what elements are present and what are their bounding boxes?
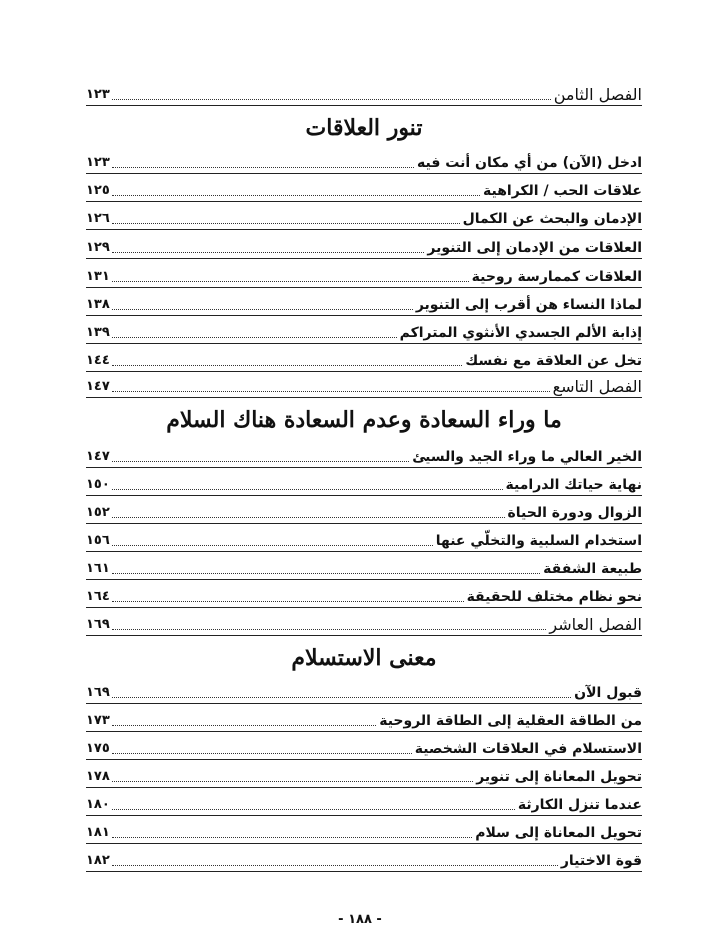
toc-entry (86, 528, 642, 552)
dot-leader (112, 697, 571, 698)
toc-entry (86, 500, 642, 524)
page-number: ١٦٤ (86, 589, 110, 604)
dot-leader (112, 252, 425, 253)
dot-leader (112, 517, 505, 518)
dot-leader (112, 865, 558, 866)
page-number: ١٥٢ (86, 505, 110, 520)
dot-leader (112, 391, 550, 392)
toc-entry (86, 736, 642, 760)
entry-label: ادخل (الآن) من أي مكان أنت فيه (417, 155, 642, 171)
page-number: ١٤٧ (86, 379, 110, 394)
dot-leader (112, 365, 463, 366)
chapter-row (86, 612, 642, 636)
dot-leader (112, 837, 472, 838)
chapter-row (86, 374, 642, 398)
entry-label: تحويل المعاناة إلى سلام (475, 825, 642, 841)
entry-label: نحو نظام مختلف للحقيقة (466, 589, 642, 605)
dot-leader (112, 753, 412, 754)
chapter-label: الفصل التاسع (552, 377, 642, 396)
entry-label: تحويل المعاناة إلى تنوير (476, 769, 642, 785)
toc-entry (86, 178, 642, 202)
dot-leader (112, 281, 469, 282)
dot-leader (112, 309, 413, 310)
dot-leader (112, 223, 460, 224)
toc-entry (86, 680, 642, 704)
dot-leader (112, 809, 515, 810)
toc-entry (86, 764, 642, 788)
entry-label: علاقات الحب / الكراهية (482, 183, 642, 199)
toc-entry (86, 708, 642, 732)
entry-label: من الطاقة العقلية إلى الطاقة الروحية (379, 713, 642, 729)
toc-entry (86, 848, 642, 872)
entry-label: الإدمان والبحث عن الكمال (462, 211, 642, 227)
page-number: ١٨٠ (86, 797, 110, 812)
toc-entry (86, 206, 642, 230)
page-number: ١٢٩ (86, 240, 110, 255)
section-heading: ما وراء السعادة وعدم السعادة هناك السلام (166, 407, 562, 433)
dot-leader (112, 99, 551, 100)
entry-label: إذابة الألم الجسدي الأنثوي المتراكم (399, 325, 642, 341)
section-heading: معنى الاستسلام (291, 645, 437, 671)
toc-entry (86, 556, 642, 580)
section-heading: تنور العلاقات (305, 115, 423, 141)
entry-label: لماذا النساء هن أقرب إلى التنوير (415, 297, 642, 313)
page-number: ١٤٤ (86, 353, 110, 368)
toc-entry (86, 150, 642, 174)
dot-leader (112, 725, 376, 726)
toc-entry (86, 320, 642, 344)
page-number: ١٤٧ (86, 449, 110, 464)
toc-entry (86, 820, 642, 844)
page-number: ١٦٩ (86, 685, 110, 700)
page-number: ١٦١ (86, 561, 110, 576)
entry-label: قوة الاختيار (560, 853, 642, 869)
toc-entry (86, 348, 642, 372)
toc-entry (86, 792, 642, 816)
page-number: ١٥٠ (86, 477, 110, 492)
entry-label: استخدام السلبية والتخلّي عنها (435, 533, 642, 549)
dot-leader (112, 195, 480, 196)
page-number: ١٢٥ (86, 183, 110, 198)
page-number: ١٣١ (86, 269, 110, 284)
toc-entry (86, 235, 642, 259)
dot-leader (112, 167, 414, 168)
page-number: ١٧٨ (86, 769, 110, 784)
entry-label: العلاقات من الإدمان إلى التنوير (427, 240, 642, 256)
dot-leader (112, 545, 433, 546)
dot-leader (112, 489, 503, 490)
entry-label: طبيعة الشفقة (543, 561, 642, 577)
entry-label: العلاقات كممارسة روحية (471, 269, 642, 285)
page-number: ١٣٩ (86, 325, 110, 340)
page-number: ١٢٣ (86, 87, 110, 102)
dot-leader (112, 601, 464, 602)
entry-label: الاستسلام في العلاقات الشخصية (414, 741, 642, 757)
page-number: ١٨١ (86, 825, 110, 840)
chapter-row (86, 82, 642, 106)
page-number-footer: - ١٨٨ - (338, 912, 382, 927)
dot-leader (112, 461, 409, 462)
entry-label: قبول الآن (574, 685, 642, 701)
dot-leader (112, 629, 547, 630)
toc-entry (86, 264, 642, 288)
entry-label: عندما تنزل الكارثة (517, 797, 642, 813)
chapter-label: الفصل الثامن (553, 85, 642, 104)
entry-label: الزوال ودورة الحياة (507, 505, 642, 521)
dot-leader (112, 573, 540, 574)
page-number: ١٧٣ (86, 713, 110, 728)
entry-label: نهاية حياتك الدرامية (505, 477, 642, 493)
toc-entry (86, 444, 642, 468)
dot-leader (112, 337, 397, 338)
page-number: ١٥٦ (86, 533, 110, 548)
toc-entry (86, 292, 642, 316)
page-number: ١٨٢ (86, 853, 110, 868)
page-number: ١٣٨ (86, 297, 110, 312)
page-number: ١٢٦ (86, 211, 110, 226)
page-number: ١٢٣ (86, 155, 110, 170)
toc-entry (86, 584, 642, 608)
entry-label: تخل عن العلاقة مع نفسك (465, 353, 642, 369)
page-number: ١٦٩ (86, 617, 110, 632)
page-number: ١٧٥ (86, 741, 110, 756)
toc-entry (86, 472, 642, 496)
entry-label: الخير العالي ما وراء الجيد والسيئ (412, 449, 642, 465)
dot-leader (112, 781, 473, 782)
chapter-label: الفصل العاشر (549, 615, 642, 634)
